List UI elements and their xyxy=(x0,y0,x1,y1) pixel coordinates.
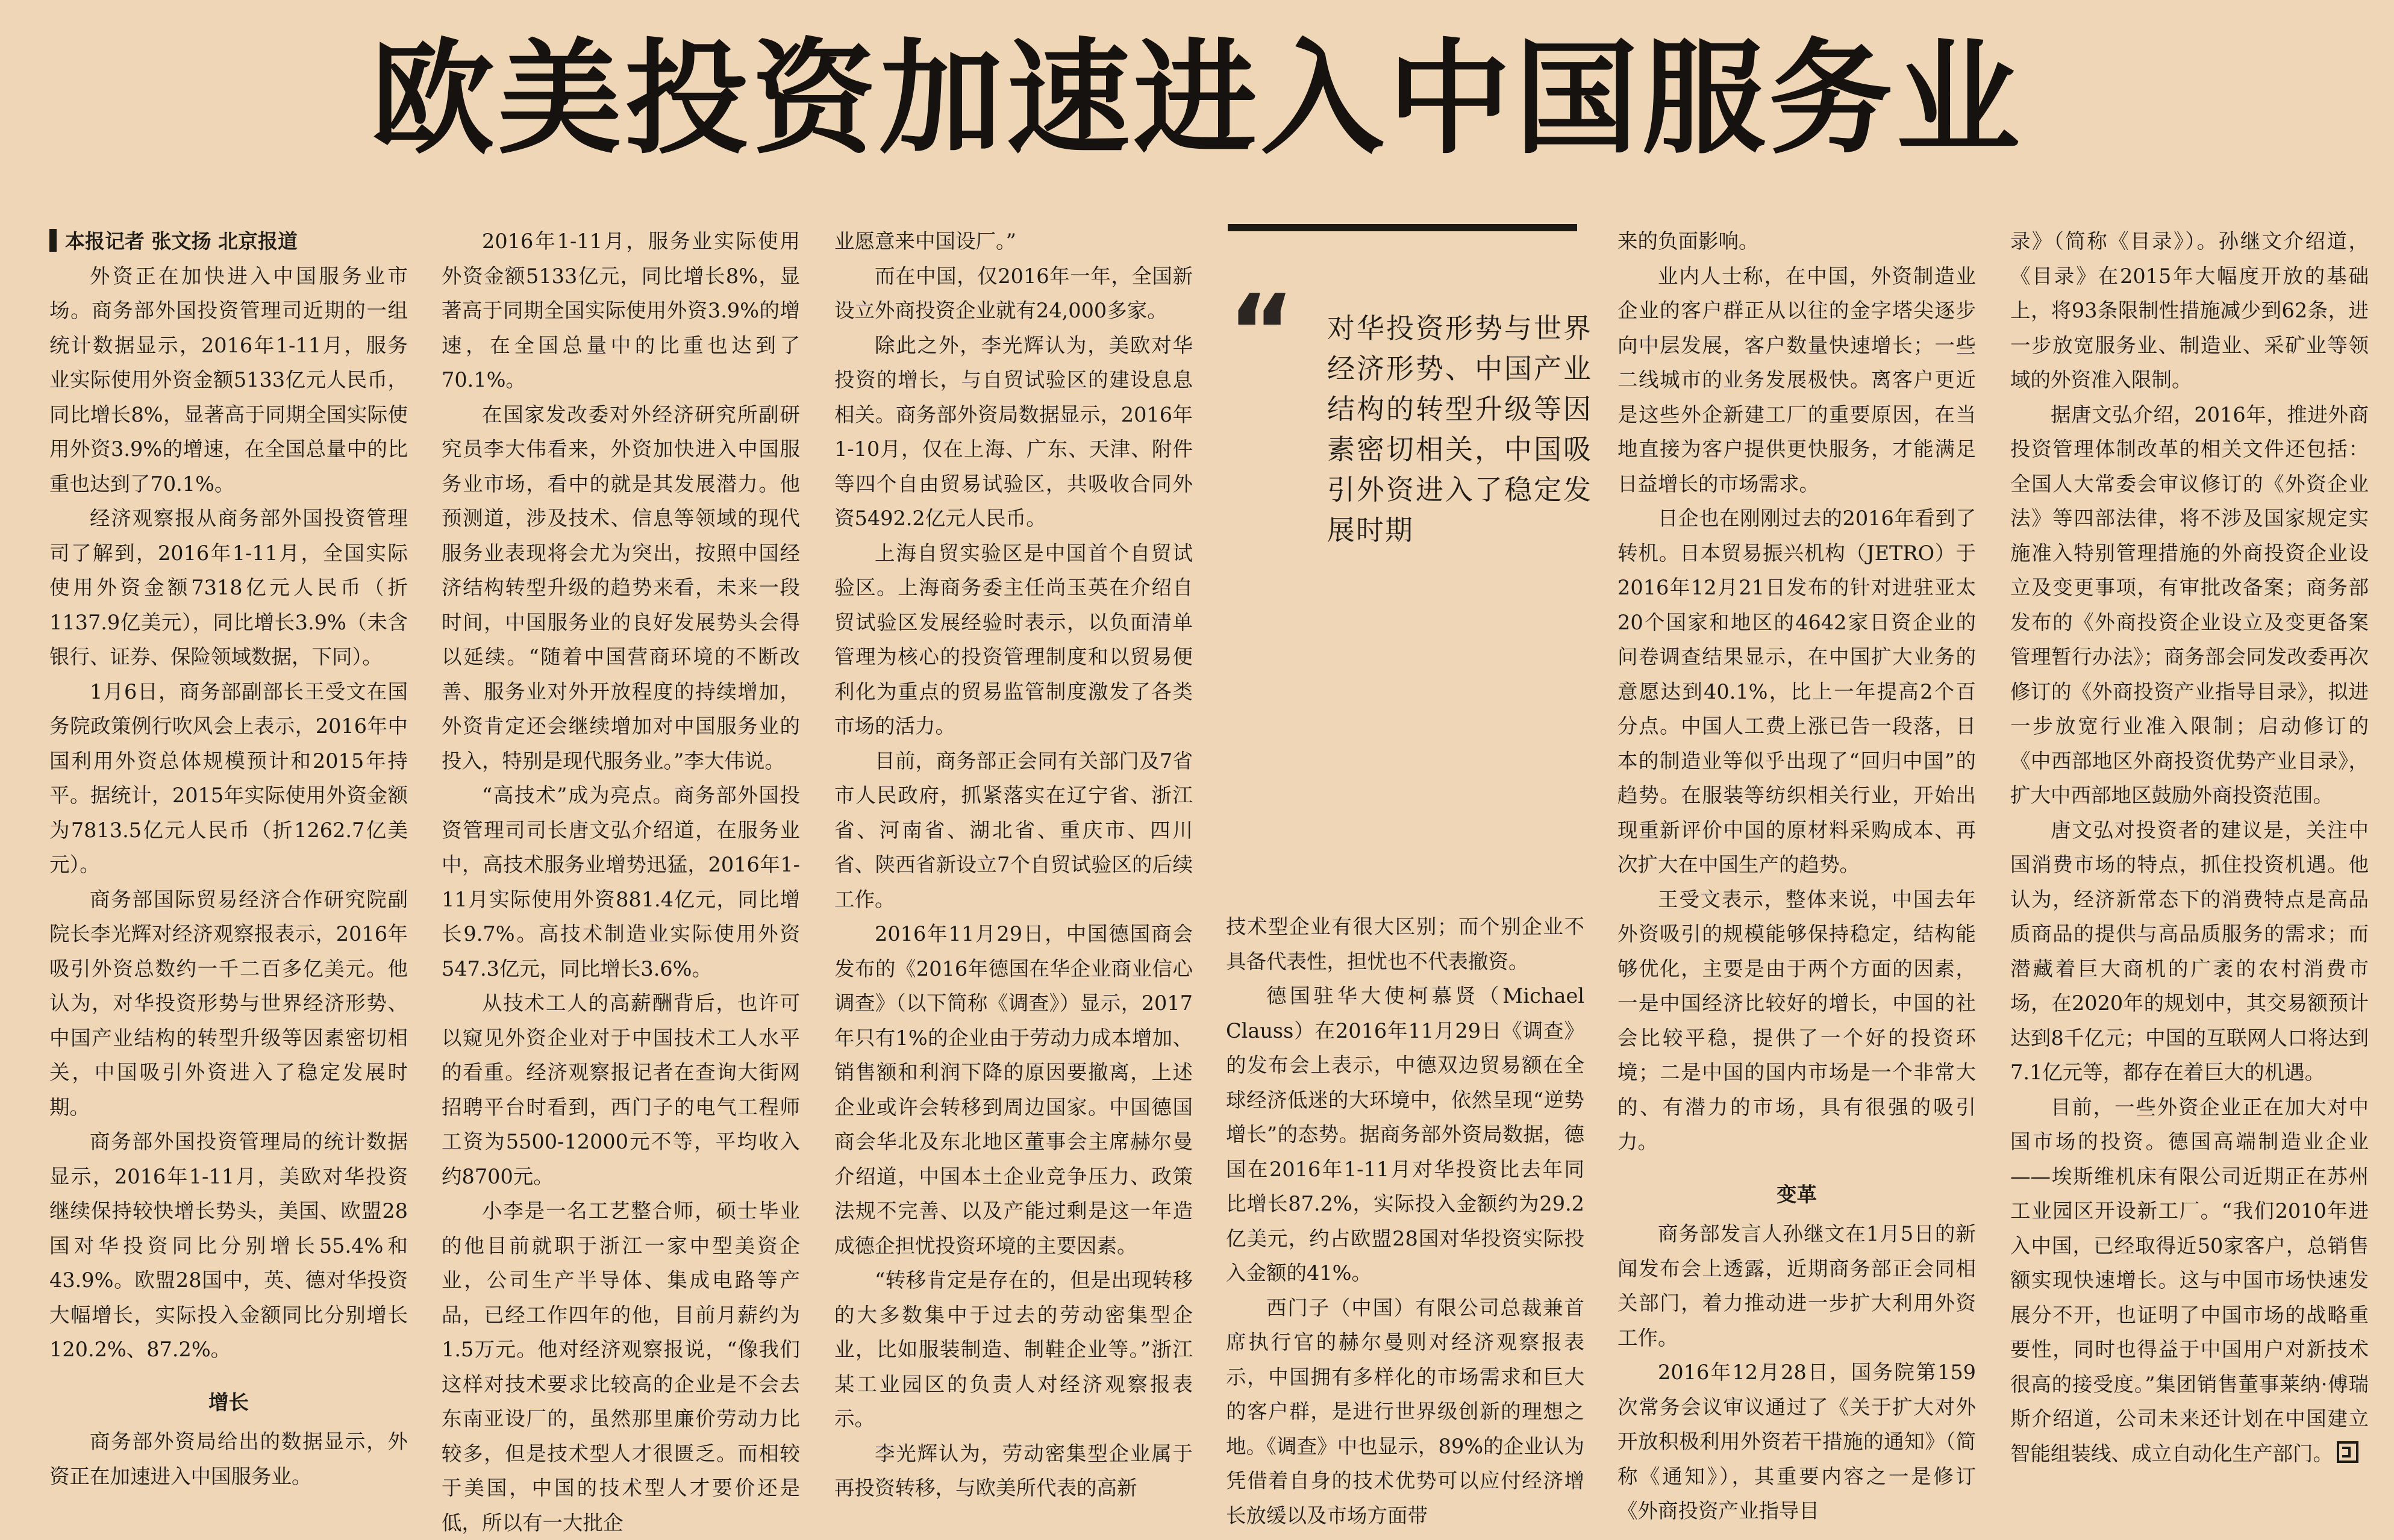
paragraph: 李光辉认为，劳动密集型企业属于再投资转移，与欧美所代表的高新 xyxy=(834,1441,1193,1500)
pull-quote-text: 对华投资形势与世界经济形势、中国产业结构的转型升级等因素密切相关，中国吸引外资进入了稳定发展时期 xyxy=(1327,312,1592,546)
paragraph: 商务部外资局给出的数据显示，外资正在加速进入中国服务业。 xyxy=(49,1430,408,1488)
article-column-6 xyxy=(2010,224,2369,1506)
paragraph: 业愿意来中国设厂。” xyxy=(834,229,1016,253)
paragraph: 王受文表示，整体来说，中国去年外资吸引的规模能够保持稳定，结构能够优化，主要是由于两个方面的因素，一是中国经济比较好的增长，中国的社会比较平稳，提供了一个好的投资环境；二是中国的国内市场是一个非常大的、有潜力的市场，具有很强的吸引力。 xyxy=(1617,887,1976,1153)
headline: 欧美投资加速进入中国服务业 xyxy=(370,28,2024,171)
article-column-2 xyxy=(442,224,800,1535)
paragraph: 据唐文弘介绍，2016年，推进外商投资管理体制改革的相关文件还包括：全国人大常委会审议修订的《外资企业法》等四部法律，将不涉及国家规定实施准入特别管理措施的外商投资企业设立及变更事项，有审批改备案；商务部发布的《外商投资企业设立及变更备案管理暂行办法》；商务部会同发改委再次修订的《外商投资产业指导目录》，拟进一步放宽行业准入限制；启动修订的《中西部地区外商投资优势产业目录》，扩大中西部地区鼓励外商投资范围。 xyxy=(2010,402,2369,807)
paragraph: 商务部国际贸易经济合作研究院副院长李光辉对经济观察报表示，2016年吸引外资总数约一千二百多亿美元。他认为，对华投资形势与世界经济形势、中国产业结构的转型升级等因素密切相关，中国吸引外资进入了稳定发展时期。 xyxy=(49,887,408,1119)
paragraph: 2016年12月28日，国务院第159次常务会议审议通过了《关于扩大对外开放积极利用外资若干措施的通知》（简称《通知》），其重要内容之一是修订《外商投资产业指导目 xyxy=(1617,1361,1976,1523)
paragraph: 目前，商务部正会同有关部门及7省市人民政府，抓紧落实在辽宁省、浙江省、河南省、湖北省、重庆市、四川省、陕西省新设立7个自贸试验区的后续工作。 xyxy=(834,749,1193,911)
paragraph: 德国驻华大使柯慕贤（Michael Clauss）在2016年11月29日《调查》的发布会上表示，中德双边贸易额在全球经济低迷的大环境中，依然呈现“逆势增长”的态势。据商务部外资局数据，德国在2016年1-11月对华投资比去年同比增长87.2%，实际投入金额约为29.2亿美元，约占欧盟28国对华投资实际投入金额的41%。 xyxy=(1226,984,1584,1285)
paragraph: 上海自贸实验区是中国首个自贸试验区。上海商务委主任尚玉英在介绍自贸试验区发展经验时表示，以负面清单管理为核心的投资管理制度和以贸易便利化为重点的贸易监管制度激发了各类市场的活力。 xyxy=(834,541,1193,738)
paragraph: 小李是一名工艺整合师，硕士毕业的他目前就职于浙江一家中型美资企业，公司生产半导体、集成电路等产品，已经工作四年的他，目前月薪约为1.5万元。他对经济观察报说，“像我们这样对技术要求比较高的企业是不会去东南亚设厂的，虽然那里廉价劳动力比较多，但是技术型人才很匮乏。而相较于美国，中国的技术型人才要价还是低，所以有一大批企 xyxy=(442,1199,800,1535)
paragraph: 来的负面影响。 xyxy=(1617,229,1759,253)
quote-mark-icon: “ xyxy=(1228,273,1295,392)
paragraph: “高技术”成为亮点。商务部外国投资管理司司长唐文弘介绍道，在服务业中，高技术服务业增势迅猛，2016年1-11月实际使用外资881.4亿元，同比增长9.7%。高技术制造业实际使用外资547.3亿元，同比增长3.6%。 xyxy=(442,784,800,980)
pull-quote xyxy=(1228,224,1592,899)
paragraph: 经济观察报从商务部外国投资管理司了解到，2016年1-11月，全国实际使用外资金额7318亿元人民币（折1137.9亿美元），同比增长3.9%（未含银行、证券、保险领域数据，下同）。 xyxy=(49,507,408,669)
paragraph-text: 目前，一些外资企业正在加大对中国市场的投资。德国高端制造业企业——埃斯维机床有限公司近期正在苏州工业园区开设新工厂。“我们2010年进入中国，已经取得近50家客户，总销售额实现快速增长。这与中国市场快速发展分不开，也证明了中国市场的战略重要性，同时也得益于中国用户对新技术很高的接受度。”集团销售董事莱纳·傅瑞斯介绍道，公司未来还计划在中国建立智能组装线、成立自动化生产部门。 xyxy=(2010,1095,2369,1465)
paragraph: 业内人士称，在中国，外资制造业企业的客户群正从以往的金字塔尖逐步向中层发展，客户数量快速增长；一些二线城市的业务发展极快。离客户更近是这些外企新建工厂的重要原因，在当地直接为客户提供更快服务，才能满足日益增长的市场需求。 xyxy=(1617,264,1976,496)
paragraph: 录》（简称《目录》）。孙继文介绍道，《目录》在2015年大幅度开放的基础上，将93条限制性措施减少到62条，进一步放宽服务业、制造业、采矿业等领域的外资准入限制。 xyxy=(2010,229,2369,391)
paragraph: 外资正在加快进入中国服务业市场。商务部外国投资管理司近期的一组统计数据显示，2016年1-11月，服务业实际使用外资金额5133亿元人民币，同比增长8%，显著高于同期全国实际使用外资3.9%的增速，在全国总量中的比重也达到了70.1%。 xyxy=(49,264,408,496)
paragraph: 西门子（中国）有限公司总裁兼首席执行官的赫尔曼则对经济观察报表示，中国拥有多样化的市场需求和巨大的客户群，是进行世界级创新的理想之地。《调查》中也显示，89%的企业认为凭借着自身的技术优势可以应付经济增长放缓以及市场方面带 xyxy=(1226,1295,1584,1527)
paragraph: 日企也在刚刚过去的2016年看到了转机。日本贸易振兴机构（JETRO）于2016年12月21日发布的针对进驻亚太20个国家和地区的4642家日资企业的问卷调查结果显示，在中国扩大业务的意愿达到40.1%，比上一年提高2个百分点。中国人工费上涨已告一段落，日本的制造业等似乎出现了“回归中国”的趋势。在服装等纺织相关行业，开始出现重新评价中国的原材料采购成本、再次扩大在中国生产的趋势。 xyxy=(1617,507,1976,876)
subhead-growth: 增长 xyxy=(208,1390,249,1414)
article-column-5 xyxy=(1617,224,1976,1523)
byline-text: 本报记者 张文扬 北京报道 xyxy=(65,229,298,253)
byline xyxy=(49,224,408,259)
article-column-4 xyxy=(1226,909,1584,1527)
paragraph: 1月6日，商务部副部长王受文在国务院政策例行吹风会上表示，2016年中国利用外资总体规模预计和2015年持平。据统计，2015年实际使用外资金额为7813.5亿元人民币（折1262.7亿美元）。 xyxy=(49,679,408,876)
end-of-article-icon xyxy=(2337,1441,2358,1463)
paragraph: 除此之外，李光辉认为，美欧对华投资的增长，与自贸试验区的建设息息相关。商务部外资局数据显示，2016年1-10月，仅在上海、广东、天津、附件等四个自由贸易试验区，共吸收合同外资5492.2亿元人民币。 xyxy=(834,333,1193,530)
paragraph: 2016年1-11月，服务业实际使用外资金额5133亿元，同比增长8%，显著高于同期全国实际使用外资3.9%的增速，在全国总量中的比重也达到了70.1%。 xyxy=(442,229,800,391)
paragraph: 从技术工人的高薪酬背后，也许可以窥见外资企业对于中国技术工人水平的看重。经济观察报记者在查询大街网招聘平台时看到，西门子的电气工程师工资为5500-12000元不等，平均收入约8700元。 xyxy=(442,991,800,1188)
subhead-reform: 变革 xyxy=(1777,1182,1817,1206)
pull-quote-rule xyxy=(1228,224,1577,231)
paragraph: “转移肯定是存在的，但是出现转移的大多数集中于过去的劳动密集型企业，比如服装制造、制鞋企业等。”浙江某工业园区的负责人对经济观察报表示。 xyxy=(834,1268,1193,1430)
paragraph: 技术型企业有很大区别；而个别企业不具备代表性，担忧也不代表撤资。 xyxy=(1226,915,1584,973)
paragraph: 商务部外国投资管理局的统计数据显示，2016年1-11月，美欧对华投资继续保持较快增长势头，美国、欧盟28国对华投资同比分别增长55.4%和43.9%。欧盟28国中，英、德对华投资大幅增长，实际投入金额同比分别增长120.2%、87.2%。 xyxy=(49,1130,408,1361)
paragraph: 而在中国，仅2016年一年，全国新设立外商投资企业就有24,000多家。 xyxy=(834,264,1193,322)
paragraph: 在国家发改委对外经济研究所副研究员李大伟看来，外资加快进入中国服务业市场，看中的就是其发展潜力。他预测道，涉及技术、信息等领域的现代服务业表现将会尤为突出，按照中国经济结构转型升级的趋势来看，未来一段时间，中国服务业的良好发展势头会得以延续。“随着中国营商环境的不断改善、服务业对外开放程度的持续增加，外资肯定还会继续增加对中国服务业的投入，特别是现代服务业。”李大伟说。 xyxy=(442,402,800,773)
paragraph: 唐文弘对投资者的建议是，关注中国消费市场的特点，抓住投资机遇。他认为，经济新常态下的消费特点是高品质商品的提供与高品质服务的需求；而潜藏着巨大商机的广袤的农村消费市场，在2020年的规划中，其交易额预计达到8千亿元；中国的互联网人口将达到7.1亿元等，都存在着巨大的机遇。 xyxy=(2010,818,2369,1084)
byline-marker xyxy=(49,229,57,252)
paragraph xyxy=(2010,1090,2369,1471)
paragraph: 商务部发言人孙继文在1月5日的新闻发布会上透露，近期商务部正会同相关部门，着力推动进一步扩大利用外资工作。 xyxy=(1617,1222,1976,1350)
paragraph: 2016年11月29日，中国德国商会发布的《2016年德国在华企业商业信心调查》（以下简称《调查》）显示，2017年只有1%的企业由于劳动力成本增加、销售额和利润下降的原因要撤离，上述企业或许会转移到周边国家。中国德国商会华北及东北地区董事会主席赫尔曼介绍道，中国本土企业竞争压力、政策法规不完善、以及产能过剩是这一年造成德企担忧投资环境的主要因素。 xyxy=(834,922,1193,1258)
article-column-1 xyxy=(49,224,408,1506)
article-column-3 xyxy=(834,224,1193,1506)
